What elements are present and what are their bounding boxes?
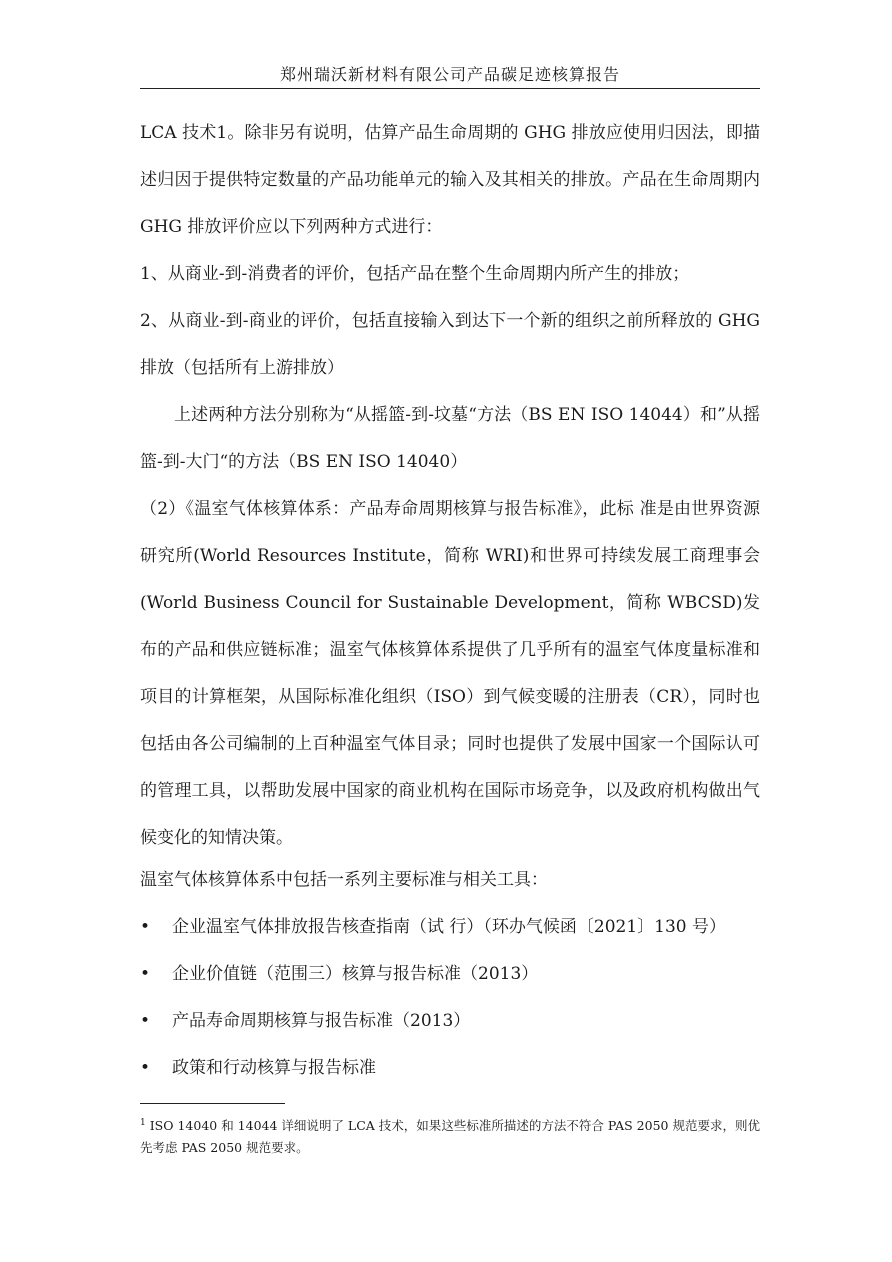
footnote-text: ISO 14040 和 14044 详细说明了 LCA 技术，如果这些标准所描述的方法不符合 PAS 2050 规范要求，则优先考虑 PAS 2050 规范要求。	[140, 1118, 760, 1156]
bullet-icon: •	[140, 1058, 151, 1078]
standards-list	[140, 904, 760, 1092]
paragraph-lca-intro	[140, 110, 760, 251]
header-divider	[140, 88, 760, 89]
paragraph-text: 温室气体核算体系中包括一系列主要标准与相关工具：	[140, 870, 548, 890]
footnote-divider	[140, 1103, 285, 1104]
list-item	[140, 904, 760, 951]
page-header-title: 郑州瑞沃新材料有限公司产品碳足迹核算报告	[279, 65, 620, 84]
paragraph-text: LCA 技术1。除非另有说明，估算产品生命周期的 GHG 排放应使用归因法，即描述归因于提供特定数量的产品功能单元的输入及其相关的排放。产品在生命周期内 GHG 排放评价应以下列两种方式进行：	[140, 123, 760, 237]
list-item	[140, 951, 760, 998]
bullet-icon: •	[140, 964, 151, 984]
list-item	[140, 1045, 760, 1092]
list-item	[140, 998, 760, 1045]
list-item-text: 政策和行动核算与报告标准	[172, 1058, 376, 1078]
list-item-text: 产品寿命周期核算与报告标准（2013）	[172, 1011, 471, 1031]
paragraph-item-2	[140, 298, 760, 392]
paragraph-ghg-protocol	[140, 486, 760, 862]
paragraph-methods	[140, 392, 760, 486]
paragraph-text: （2）《温室气体核算体系：产品寿命周期核算与报告标准》，此标 准是由世界资源研究所(World Resources Institute，简称 WRI)和世界可持续发展工商理事会(World Business Council for Sustainable Development，简称 WBCSD)发布的产品和供应链标准；温室气体核算体系提供了几乎所有的温室气体度量标准和项目的计算框架，从国际标准化组织（ISO）到气候变暖的注册表（CR），同时也包括由各公司编制的上百种温室气体目录；同时也提供了发展中国家一个国际认可的管理工具，以帮助发展中国家的商业机构在国际市场竞争，以及政府机构做出气候变化的知情决策。	[140, 499, 760, 848]
paragraph-text: 2、从商业-到-商业的评价，包括直接输入到达下一个新的组织之前所释放的 GHG 排放（包括所有上游排放）	[140, 311, 760, 378]
paragraph-text: 1、从商业-到-消费者的评价，包括产品在整个生命周期内所产生的排放；	[140, 264, 690, 284]
bullet-icon: •	[140, 1011, 151, 1031]
footnote	[140, 1112, 760, 1159]
list-item-text: 企业价值链（范围三）核算与报告标准（2013）	[172, 964, 539, 984]
bullet-icon: •	[140, 917, 151, 937]
list-item-text: 企业温室气体排放报告核查指南（试 行）（环办气候函〔2021〕130 号）	[172, 917, 727, 937]
paragraph-text: 上述两种方法分别称为“从摇篮-到-坟墓“方法（BS EN ISO 14044）和”从摇篮-到-大门“的方法（BS EN ISO 14040）	[140, 405, 760, 472]
footnote-mark: 1	[140, 1118, 146, 1128]
paragraph-standards-intro	[140, 857, 760, 904]
paragraph-item-1	[140, 251, 760, 298]
